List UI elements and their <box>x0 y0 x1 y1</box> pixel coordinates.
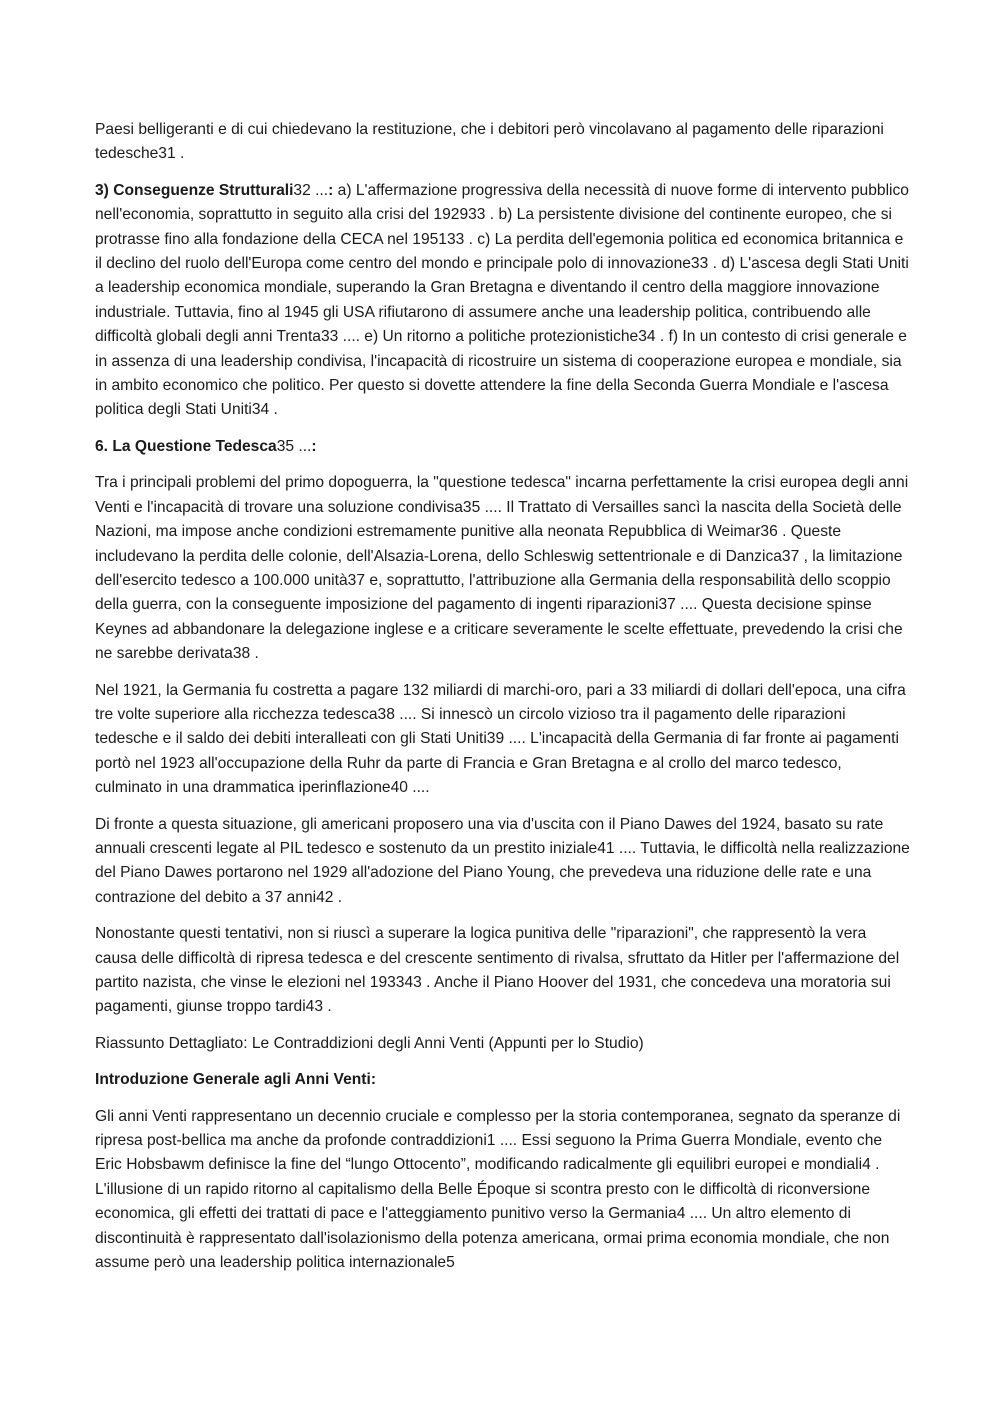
paragraph-punitive-logic: Nonostante questi tentativi, non si riuscì a superare la logica punitiva delle "riparazioni", che rappresentò la vera causa delle difficoltà di ripresa tedesca e del crescente sentimento di rivalsa, sfruttato da Hitler per l'affermazione del partito nazista, che vinse le elezioni nel 193343 . Anche il Piano Hoover del 1931, che concedeva una moratoria sui pagamenti, giunse troppo tardi43 . <box>95 925 900 1016</box>
heading-german-question-title: 6. La Questione Tedesca <box>95 437 277 455</box>
paragraph-german-question: Tra i principali problemi del primo dopoguerra, la "questione tedesca" incarna perfettamente la crisi europea degli anni Venti e l'incapacità di trovare una soluzione condivisa35 .... Il Trattato di Versailles sancì la nascita della Società delle Nazioni, ma impose anche condizioni estremamente punitive alla neonata Repubblica di Weimar36 . Queste includevano la perdita delle colonie, dell'Alsazia-Lorena, dello Schleswig settentrionale e di Danzica37 , la limitazione dell'esercito tedesco a 100.000 unità37 e, soprattutto, l'attribuzione alla Germania della responsabilità dello scoppio della guerra, con la conseguente imposizione del pagamento di ingenti riparazioni37 .... Questa decisione spinse Keynes ad abbandonare la delegazione inglese e a criticare severamente le scelte effettuate, prevedendo la crisi che ne sarebbe derivata38 . <box>95 474 909 663</box>
paragraph-introduction: Gli anni Venti rappresentano un decennio cruciale e complesso per la storia contemporanea, segnato da speranze di ripresa post-bellica ma anche da profonde contraddizioni1 .... Essi seguono la Prima Guerra Mondiale, evento che Eric Hobsbawm definisce la fine del “lungo Ottocento”, modificando radicalmente gli equilibri europei e mondiali4 . L'illusione di un rapido ritorno al capitalismo della Belle Époque si scontra presto con le difficoltà di riconversione economica, gli effetti dei trattati di pace e l'atteggiamento punitivo verso la Germania4 .... Un altro elemento di discontinuità è rappresentato dall'isolazionismo della potenza americana, ormai prima economia mondiale, che non assume però una leadership politica internazionale5 <box>95 1107 901 1272</box>
footnote-ref: 32 ... <box>293 181 329 199</box>
paragraph-dawes-plan: Di fronte a questa situazione, gli americani proposero una via d'uscita con il Piano Dawes del 1924, basato su rate annuali crescenti legate al PIL tedesco e sostenuto da un prestito iniziale41 .... Tuttavia, le difficoltà nella realizzazione del Piano Dawes portarono nel 1929 all'adozione del Piano Young, che prevedeva una riduzione delle rate e una contrazione del debito a 37 anni42 . <box>95 815 910 906</box>
heading-structural-consequences: 3) Conseguenze Strutturali <box>95 181 294 199</box>
paragraph-text: a) L'affermazione progressiva della necessità di nuove forme di intervento pubblico nell'economia, soprattutto in seguito alla crisi del 192933 . b) La persistente divisione del continente europeo, che si protrasse fino alla fondazione della CECA nel 195133 . c) La perdita dell'egemonia politica ed economica britannica e il declino del ruolo dell'Europa come centro del mondo e principale polo di innovazione33 . d) L'ascesa degli Stati Uniti a leadership economica mondiale, superando la Gran Bretagna e diventando il centro della maggiore innovazione industriale. Tuttavia, fino al 1945 gli USA rifiutarono di assumere anche una leadership politica, contribuendo alle difficoltà globali degli anni Trenta33 .... e) Un ritorno a politiche protezionistiche34 . f) In un contesto di crisi generale e in assenza di una leadership condivisa, l'incapacità di ricostruire un sistema di cooperazione europea e mondiale, sia in ambito economico che politico. Per questo si dovette attendere la fine della Seconda Guerra Mondiale e l'ascesa politica degli Stati Uniti34 . <box>95 181 909 419</box>
heading-colon: : <box>328 181 334 199</box>
paragraph-reparations-end: Paesi belligeranti e di cui chiedevano la restituzione, che i debitori però vincolavano al pagamento delle riparazioni tedesche31 . <box>95 121 884 163</box>
footnote-ref: 35 ... <box>276 437 312 455</box>
heading-colon: : <box>311 437 317 455</box>
paragraph-structural-consequences <box>95 179 910 423</box>
heading-general-introduction: Introduzione Generale agli Anni Venti: <box>95 1071 377 1089</box>
heading-german-question <box>95 435 910 459</box>
summary-title: Riassunto Dettagliato: Le Contraddizioni degli Anni Venti (Appunti per lo Studio) <box>95 1034 644 1052</box>
paragraph-1921-payments: Nel 1921, la Germania fu costretta a pagare 132 miliardi di marchi-oro, pari a 33 miliardi di dollari dell'epoca, una cifra tre volte superiore alla ricchezza tedesca38 .... Si innescò un circolo vizioso tra il pagamento delle riparazioni tedesche e il saldo dei debiti interalleati con gli Stati Uniti39 .... L'incapacità della Germania di far fronte ai pagamenti portò nel 1923 all'occupazione della Ruhr da parte di Francia e Gran Bretagna e al crollo del marco tedesco, culminato in una drammatica iperinflazione40 .... <box>95 681 906 797</box>
document-page <box>95 118 910 1287</box>
